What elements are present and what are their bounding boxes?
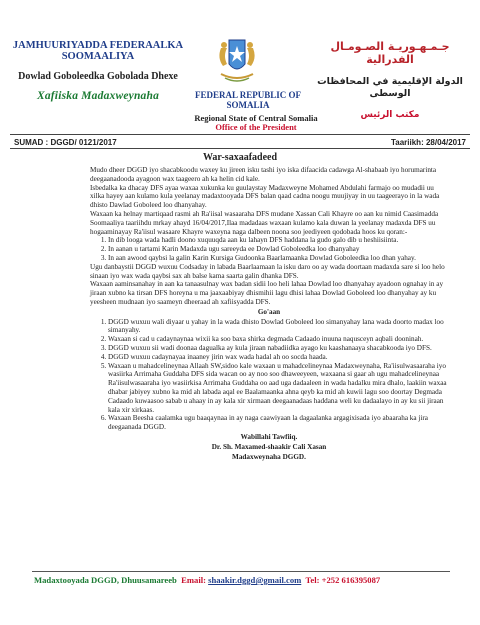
ar-office-name: مكتب الرئيس: [360, 110, 420, 120]
footer-email-label: Email:: [181, 575, 206, 585]
closing-line: Wabillahi Tawfiiq.: [240, 432, 298, 441]
list-item: 1. DGGD wuxuu wali diyaar u yahay in la wada dhisto Dowlad Goboleed loo simanyahay lana wada doorto madax loo simanyahy.: [108, 318, 448, 336]
footer-divider: [32, 571, 450, 572]
decisions-list: [90, 318, 448, 432]
ar-government-name: جـمـهـوريـة الصـومـال الفدرالية: [330, 40, 450, 66]
en-region-name: Regional State of Central Somalia: [194, 113, 318, 123]
arabic-header: [310, 40, 470, 120]
letter-body: [90, 166, 448, 461]
list-item: 2. Waxaan si cad u cadaynaynaa wixii ka soo baxa shirka degmada Cadaado inuuna naqusceyn aqbali dooninah.: [108, 335, 448, 344]
footer-phone: Tel: +252 616395087: [305, 575, 381, 585]
en-frs-name: FEDERAL REPUBLIC OF SOMALIA: [194, 90, 301, 110]
decision-heading: Go'aan: [257, 307, 281, 316]
so-region-name: Dowlad Goboleedka Gobolada Dhexe: [18, 71, 178, 82]
signatory-name: Dr. Sh. Maxamed-shaakir Cali Xasan: [211, 442, 327, 451]
list-item: 2. In aanan u tartami Karin Madaxda ugu sareeyda ee Dowlad Goboleedka loo dhanyahay: [108, 245, 448, 254]
somalia-coat-of-arms-icon: [215, 34, 259, 88]
meta-divider: [10, 148, 470, 149]
english-header: [188, 91, 308, 110]
signatory-title: Madaxweynaha DGGD.: [232, 452, 306, 461]
body-paragraph: Waxaan aaminsanahay in aan ka tanaasulnay wax badan sidii loo heli lahaa Dowlad loo dhanyahay ayadoon ognahay in ay jiraan xubno ka tirsan DFS horeyna u ma jaaxaabiyay dhismihii lagu dhisi lahaa Dowlad Goboleed loo dhanyahay ay ku yeesheen mudnaan iyo saameyn dheeraad ah xafiisyadda DFS.: [90, 280, 444, 306]
so-government-name: JAMHUURIYADDA FEDERAALKA SOOMAALIYA: [12, 40, 184, 62]
footer-office: Madaxtooyada DGGD, Dhuusamareeb: [34, 575, 177, 585]
list-item: 5. Waxaan u mahadcelineynaa Allaah SW,sidoo kale waxaan u mahadcelineynaa Madaxweynaha, Ra'iisulwasaaraha iyo wasiirka Arrimaha Guddaha DFS sida wacan oo ay noo soo dhaweeyeen, waxaana si gaar ah ugu mahadcelineynaa Ra'iisulwasaaraha iyo wasiirkisa Arrimaha Guddaha oo aad uga dadaaleen in wada hadalku mira dhalo, laakiin waxaa dhabar jabiyey xubno ka mid ah labada aqal ee Baalamaanka ahna qeyb ka mid ah kuwii lagu soo doortay Degmada Cadaado kuwaasoo sabab u ahaay in ay kala xir xirmaan deegaanadaas haddana weli ku dadaalayo in ay ku sii jiraan kala xir xirkaas.: [108, 362, 448, 415]
letter-footer: [34, 575, 450, 585]
header-divider: [10, 134, 470, 135]
demands-list: [90, 236, 448, 262]
footer-email-link[interactable]: shaakir.dggd@gmail.com: [208, 575, 302, 585]
list-item: 6. Waxaan Beesha caalamka ugu baaqaynaa in ay naga caawiyaan la dagaalanka argagixisada iyo abaaraha ka jira deegaanada DGGD.: [108, 414, 448, 432]
list-item: 3. DGGD wuxuu sii wadi doonaa dagualka ay kula jiraan nabadiidka ayago ku kaashanaaya shacabkooda iyo DFS.: [108, 344, 448, 353]
body-paragraph: Mudo dheer DGGD iyo shacabkoodu waxey ku jireen isku tashi iyo iska difaacida cadawga Al-shabaab iyo horumarinta deegaanadooda ayagoon wax taageero ah ka helin cid kale.: [90, 166, 437, 183]
body-paragraph: Ugu danbaystii DGGD wuxuu Codsaday in labada Baarlaamaan la isku daro oo ay wada doortaan madaxda sare si loo helo sinaan iyo wax wada qaybsi sax ah balse kama saarta galin dhanka DFS.: [90, 262, 445, 280]
somali-header: [8, 40, 188, 102]
en-office-name: Office of the President: [215, 122, 297, 132]
body-paragraph: Isbedalka ka dhacay DFS ayaa waxaa xukunka ku guulaystay Madaxweyne Mohamed Abdulahi farmajo oo mudadii uu xilka hayey aan kulamo kula yeelanay madaxtooyada DFS balan qaad cadna noogu muujiyay in uu taageerayo in la wada dhisto Dawlad Goboleed loo dhanyahay.: [90, 183, 440, 210]
list-item: 3. In aan awood qaybsi la galin Karin Kursiga Gudoonka Baarlamaanka Dowlad Goboleedka loo dhan yahay.: [108, 254, 448, 263]
document-date: Taariikh: 28/04/2017: [390, 138, 466, 147]
list-item: 4. DGGD wuxuu cadaynayaa inaaney jirin wax wada hadal ah oo socda haada.: [108, 353, 448, 362]
list-item: 1. In dib looga wada hadli doono xuquuqda aan ku lahayn DFS haddana la gudo galo dib u heshiisiinta.: [108, 236, 448, 245]
ar-region-name: الدولة الإقليمية في المحافظات الوسطى: [317, 76, 463, 99]
document-subject: War-saxaafadeed: [202, 152, 278, 163]
reference-number: SUMAD : DGGD/ 0121/2017: [14, 138, 117, 147]
body-paragraph: Waxaan ka helnay martiqaad rasmi ah Ra'iisal wasaaraha DFS mudane Xassan Cali Khayre oo aan ku nimid Caasimadda Soomaaliya taariihdu mrkay ahayd 16/04/2017,Ilaa madadaas waxaan kulamo kala duwan la yeelanay madaxda DFS uu hogaaminayay Ra'iisul wasaare Khayre waxeyna naga dalbeen noona soo jeediyeen qodobada hoos ku qoran:-: [90, 209, 439, 236]
so-office-name: Xafiiska Madaxweynaha: [36, 90, 160, 102]
english-region-block: [186, 114, 326, 132]
